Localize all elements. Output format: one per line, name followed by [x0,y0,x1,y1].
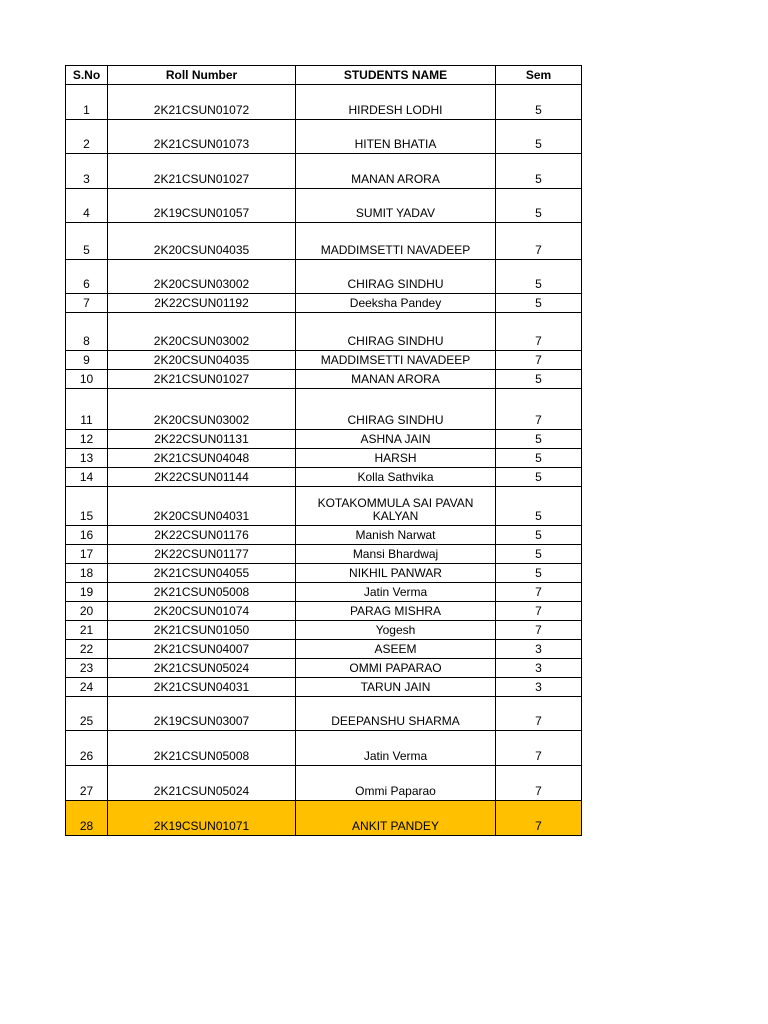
cell-roll-number: 2K21CSUN05024 [108,659,296,678]
cell-student-name: CHIRAG SINDHU [296,260,496,294]
cell-roll-number: 2K22CSUN01131 [108,430,296,449]
cell-sno: 1 [66,85,108,120]
cell-student-name: NIKHIL PANWAR [296,564,496,583]
cell-roll-number: 2K20CSUN04035 [108,351,296,370]
header-sno: S.No [66,66,108,85]
table-row [66,731,582,766]
cell-sno: 12 [66,430,108,449]
table-row [66,430,582,449]
cell-sem: 7 [496,351,582,370]
cell-sem: 5 [496,468,582,487]
cell-sno: 3 [66,154,108,189]
cell-sno: 6 [66,260,108,294]
cell-sem: 7 [496,801,582,836]
cell-roll-number: 2K21CSUN05008 [108,583,296,602]
cell-sno: 17 [66,545,108,564]
cell-student-name: CHIRAG SINDHU [296,313,496,351]
cell-sem: 5 [496,564,582,583]
cell-sno: 15 [66,487,108,526]
cell-roll-number: 2K21CSUN04031 [108,678,296,697]
cell-student-name: MANAN ARORA [296,370,496,389]
cell-student-name: Jatin Verma [296,731,496,766]
table-row [66,120,582,154]
cell-student-name: HARSH [296,449,496,468]
cell-sem: 5 [496,449,582,468]
cell-roll-number: 2K20CSUN04031 [108,487,296,526]
cell-student-name: OMMI PAPARAO [296,659,496,678]
cell-student-name: Yogesh [296,621,496,640]
cell-roll-number: 2K19CSUN03007 [108,697,296,731]
cell-roll-number: 2K20CSUN03002 [108,260,296,294]
student-table [65,65,582,836]
table-row [66,85,582,120]
table-row [66,154,582,189]
cell-sno: 26 [66,731,108,766]
table-row [66,351,582,370]
cell-student-name: MADDIMSETTI NAVADEEP [296,223,496,260]
table-row [66,223,582,260]
cell-student-name: Jatin Verma [296,583,496,602]
cell-roll-number: 2K20CSUN04035 [108,223,296,260]
cell-student-name: MADDIMSETTI NAVADEEP [296,351,496,370]
cell-sno: 20 [66,602,108,621]
cell-sno: 7 [66,294,108,313]
cell-sem: 5 [496,260,582,294]
cell-sno: 24 [66,678,108,697]
table-row [66,621,582,640]
cell-roll-number: 2K20CSUN03002 [108,389,296,430]
cell-sem: 7 [496,766,582,801]
cell-sno: 28 [66,801,108,836]
cell-sem: 5 [496,294,582,313]
cell-student-name: HITEN BHATIA [296,120,496,154]
table-row [66,526,582,545]
cell-sem: 5 [496,487,582,526]
cell-sem: 5 [496,154,582,189]
cell-student-name: PARAG MISHRA [296,602,496,621]
table-row [66,545,582,564]
cell-roll-number: 2K20CSUN01074 [108,602,296,621]
cell-roll-number: 2K22CSUN01192 [108,294,296,313]
cell-sem: 7 [496,731,582,766]
table-row [66,468,582,487]
header-students-name: STUDENTS NAME [296,66,496,85]
cell-sem: 5 [496,430,582,449]
table-row [66,260,582,294]
cell-student-name: Deeksha Pandey [296,294,496,313]
cell-sno: 11 [66,389,108,430]
cell-student-name: CHIRAG SINDHU [296,389,496,430]
cell-sno: 8 [66,313,108,351]
cell-roll-number: 2K21CSUN01050 [108,621,296,640]
cell-sno: 19 [66,583,108,602]
cell-sem: 3 [496,678,582,697]
cell-sno: 14 [66,468,108,487]
table-row [66,766,582,801]
cell-roll-number: 2K19CSUN01071 [108,801,296,836]
cell-student-name: Kolla Sathvika [296,468,496,487]
cell-sem: 7 [496,602,582,621]
table-row [66,602,582,621]
table-row [66,189,582,223]
cell-student-name: Ommi Paparao [296,766,496,801]
cell-roll-number: 2K21CSUN01072 [108,85,296,120]
cell-sno: 16 [66,526,108,545]
cell-sem: 7 [496,697,582,731]
cell-sno: 18 [66,564,108,583]
cell-roll-number: 2K21CSUN04048 [108,449,296,468]
cell-sno: 2 [66,120,108,154]
table-row [66,801,582,836]
cell-sem: 5 [496,526,582,545]
cell-roll-number: 2K20CSUN03002 [108,313,296,351]
cell-sem: 5 [496,370,582,389]
cell-student-name: KOTAKOMMULA SAI PAVAN KALYAN [296,487,496,526]
cell-sem: 7 [496,223,582,260]
cell-student-name: SUMIT YADAV [296,189,496,223]
cell-roll-number: 2K19CSUN01057 [108,189,296,223]
cell-student-name: TARUN JAIN [296,678,496,697]
header-row [66,66,582,85]
cell-sem: 3 [496,640,582,659]
cell-roll-number: 2K21CSUN04007 [108,640,296,659]
cell-sem: 5 [496,189,582,223]
cell-sem: 7 [496,583,582,602]
cell-roll-number: 2K21CSUN01027 [108,370,296,389]
cell-sno: 9 [66,351,108,370]
cell-sem: 5 [496,545,582,564]
cell-student-name: DEEPANSHU SHARMA [296,697,496,731]
cell-roll-number: 2K22CSUN01144 [108,468,296,487]
cell-roll-number: 2K21CSUN04055 [108,564,296,583]
cell-roll-number: 2K22CSUN01177 [108,545,296,564]
cell-roll-number: 2K22CSUN01176 [108,526,296,545]
cell-sno: 13 [66,449,108,468]
cell-sem: 5 [496,85,582,120]
cell-sno: 21 [66,621,108,640]
cell-sno: 10 [66,370,108,389]
cell-sno: 22 [66,640,108,659]
header-sem: Sem [496,66,582,85]
cell-roll-number: 2K21CSUN05008 [108,731,296,766]
cell-sno: 5 [66,223,108,260]
table-row [66,564,582,583]
cell-sno: 27 [66,766,108,801]
table-row [66,678,582,697]
table-row [66,697,582,731]
table-body [66,85,582,836]
cell-student-name: HIRDESH LODHI [296,85,496,120]
cell-sno: 4 [66,189,108,223]
cell-student-name: MANAN ARORA [296,154,496,189]
table-row [66,370,582,389]
cell-student-name: Manish Narwat [296,526,496,545]
cell-roll-number: 2K21CSUN01073 [108,120,296,154]
cell-sem: 7 [496,621,582,640]
cell-student-name: ASHNA JAIN [296,430,496,449]
table-row [66,389,582,430]
cell-sem: 7 [496,313,582,351]
cell-sem: 3 [496,659,582,678]
table-row [66,294,582,313]
cell-student-name: Mansi Bhardwaj [296,545,496,564]
cell-student-name: ASEEM [296,640,496,659]
table-row [66,313,582,351]
cell-sem: 7 [496,389,582,430]
table-row [66,449,582,468]
table-row [66,487,582,526]
cell-sem: 5 [496,120,582,154]
cell-sno: 23 [66,659,108,678]
table-row [66,583,582,602]
cell-student-name: ANKIT PANDEY [296,801,496,836]
table-row [66,640,582,659]
cell-roll-number: 2K21CSUN05024 [108,766,296,801]
header-roll-number: Roll Number [108,66,296,85]
cell-sno: 25 [66,697,108,731]
table-row [66,659,582,678]
cell-roll-number: 2K21CSUN01027 [108,154,296,189]
